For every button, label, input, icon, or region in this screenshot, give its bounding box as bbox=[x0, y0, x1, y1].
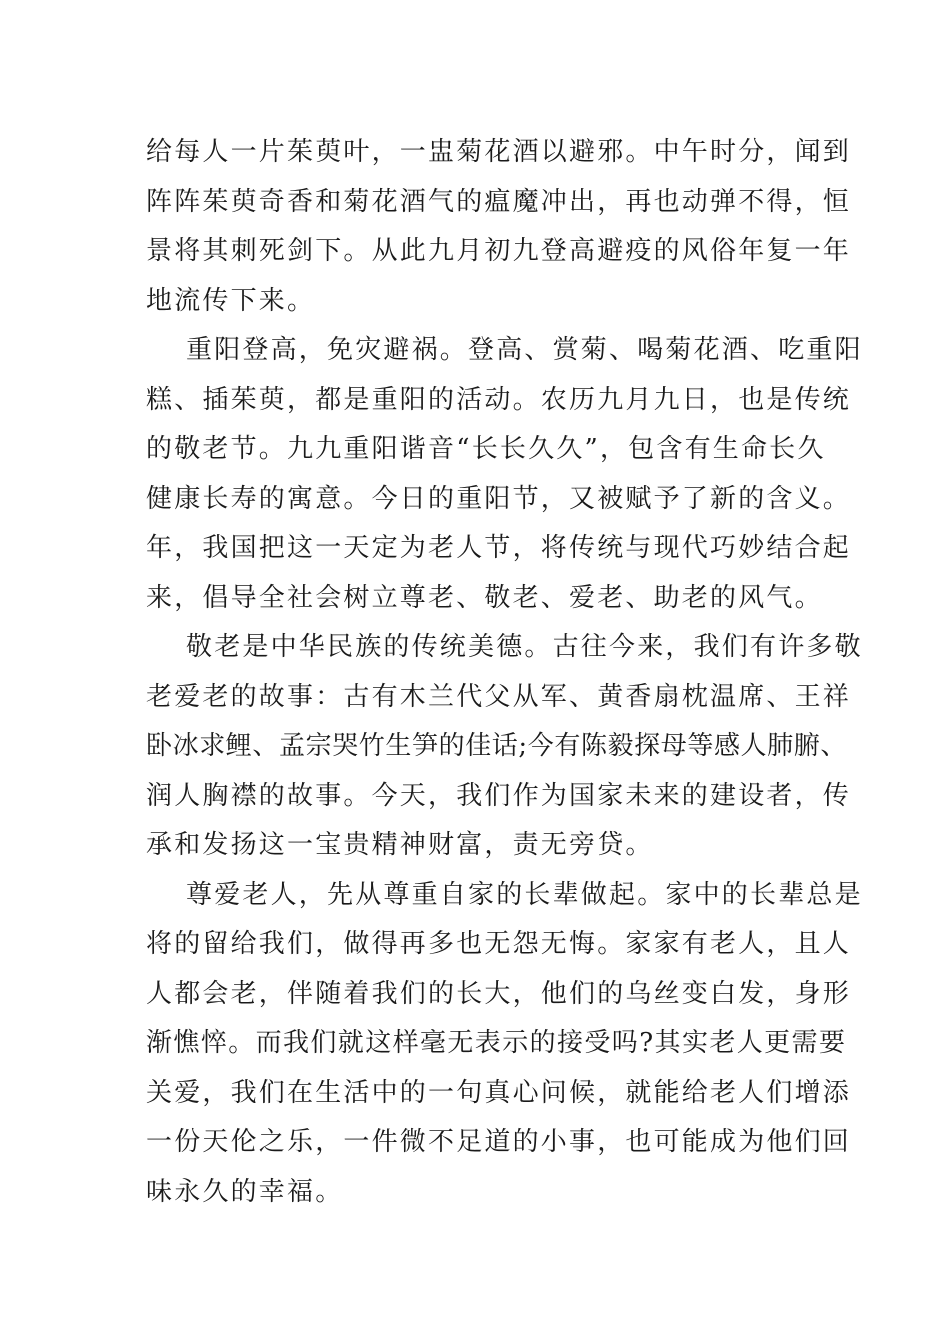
paragraph-3-line-4: 润人胸襟的故事。今天，我们作为国家未来的建设者，传 bbox=[146, 780, 852, 811]
paragraph-2-line-6: 来，倡导全社会树立尊老、敬老、爱老、助老的风气。 bbox=[146, 582, 823, 613]
paragraph-1-line-4: 地流传下来。 bbox=[146, 285, 316, 316]
paragraph-4-line-5: 关爱，我们在生活中的一句真心问候，就能给老人们增添 bbox=[146, 1077, 852, 1108]
paragraph-1-line-1: 给每人一片茱萸叶，一盅菊花酒以避邪。中午时分，闻到 bbox=[146, 137, 852, 167]
paragraph-3-line-1: 敬老是中华民族的传统美德。古往今来，我们有许多敬 bbox=[186, 632, 863, 662]
paragraph-4-line-4: 渐憔悴。而我们就这样毫无表示的接受吗?其实老人更需要 bbox=[146, 1028, 847, 1058]
paragraph-3-line-3: 卧冰求鲤、孟宗哭竹生笋的佳话;今有陈毅探母等感人肺腑、 bbox=[146, 731, 847, 761]
paragraph-2-line-1: 重阳登高，免灾避祸。登高、赏菊、喝菊花酒、吃重阳 bbox=[186, 335, 863, 365]
paragraph-2-line-5: 年，我国把这一天定为老人节，将传统与现代巧妙结合起 bbox=[146, 533, 852, 563]
paragraph-2-line-3: 的敬老节。九九重阳谐音“长长久久”，包含有生命长久 bbox=[146, 434, 826, 464]
paragraph-2-line-2: 糕、插茱萸，都是重阳的活动。农历九月九日，也是传统 bbox=[146, 384, 852, 415]
paragraph-4-line-7: 味永久的幸福。 bbox=[146, 1176, 344, 1207]
body-text bbox=[146, 128, 863, 1217]
paragraph-2-line-4: 健康长寿的寓意。今日的重阳节，又被赋予了新的含义。 bbox=[146, 483, 852, 514]
paragraph-3-line-5: 承和发扬这一宝贵精神财富，责无旁贷。 bbox=[146, 830, 654, 860]
paragraph-1-line-3: 景将其刺死剑下。从此九月初九登高避疫的风俗年复一年 bbox=[146, 236, 852, 266]
paragraph-4-line-1: 尊爱老人，先从尊重自家的长辈做起。家中的长辈总是 bbox=[186, 879, 863, 910]
paragraph-4-line-3: 人都会老，伴随着我们的长大，他们的乌丝变白发，身形 bbox=[146, 978, 852, 1009]
paragraph-4-line-2: 将的留给我们，做得再多也无怨无悔。家家有老人，且人 bbox=[146, 929, 852, 959]
paragraph-1-line-2: 阵阵茱萸奇香和菊花酒气的瘟魔冲出，再也动弹不得，恒 bbox=[146, 186, 852, 217]
paragraph-4-line-6: 一份天伦之乐，一件微不足道的小事，也可能成为他们回 bbox=[146, 1127, 852, 1157]
paragraph-3-line-2: 老爱老的故事：古有木兰代父从军、黄香扇枕温席、王祥 bbox=[146, 681, 852, 712]
